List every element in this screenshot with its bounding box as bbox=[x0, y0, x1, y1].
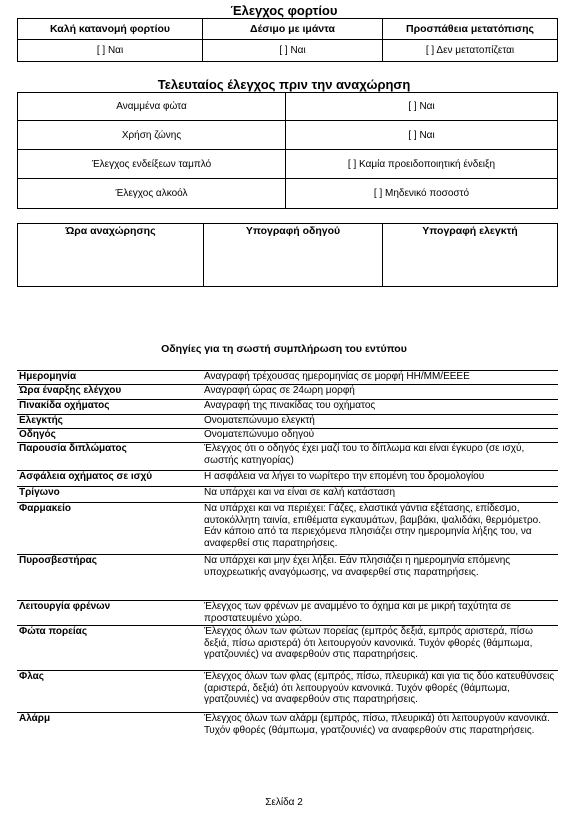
inspector-signature-field[interactable]: Υπογραφή ελεγκτή bbox=[383, 224, 558, 287]
instructions-table bbox=[17, 370, 558, 753]
final-check-table bbox=[17, 92, 558, 209]
instruction-field-name: Ώρα έναρξης ελέγχου bbox=[19, 385, 122, 396]
instruction-text: Έλεγχος ότι ο οδηγός έχει μαζί του το δίπλωμα και είναι έγκυρο (σε ισχύ, σωστής κατηγορίας) bbox=[204, 443, 525, 466]
instruction-text: Έλεγχος όλων των φλας (εμπρός, πίσω, πλευρικά) και για τις δύο κατευθύνσεις (αριστερά, δεξιά) ότι λειτουργούν κανονικά. Τυχόν φθορές (θάμπωμα, γρατζουνιές) να αναφερθούν στις παρατηρήσεις. bbox=[204, 671, 555, 705]
instruction-row bbox=[17, 487, 558, 503]
final-check-checkbox[interactable]: [ ] Ναι bbox=[286, 93, 558, 121]
final-check-checkbox[interactable]: [ ] Ναι bbox=[286, 121, 558, 150]
instruction-row bbox=[17, 671, 558, 713]
instruction-row bbox=[17, 626, 558, 671]
instruction-row bbox=[17, 400, 558, 415]
final-check-label: Έλεγχος ενδείξεων ταμπλό bbox=[18, 150, 286, 179]
instruction-field-name: Φλας bbox=[19, 671, 44, 682]
instruction-field-name: Ημερομηνία bbox=[19, 371, 77, 382]
instruction-text: Να υπάρχει και να περιέχει: Γάζες, ελαστικά γάντια εξέτασης, επίδεσμο, αυτοκόλλητη ταινία, επιθέματα εγκαυμάτων, βαμβάκι, ψαλιδάκι, θερμόμετρο. Εάν κάποιο από τα περιεχόμενα πλησιάζει στην ημερομηνία λήξης του, να αναφερθεί στις παρατηρήσεις. bbox=[204, 503, 541, 549]
cargo-shift-header: Προσπάθεια μετατόπισης bbox=[383, 19, 558, 40]
instruction-row bbox=[17, 443, 558, 471]
instructions-title: Οδηγίες για τη σωστή συμπλήρωση του εντύπου bbox=[161, 343, 407, 355]
instruction-text: Αναγραφή ώρας σε 24ωρη μορφή bbox=[204, 385, 355, 396]
final-check-title: Τελευταίος έλεγχος πριν την αναχώρηση bbox=[157, 77, 411, 92]
cargo-strapping-checkbox[interactable]: [ ] Ναι bbox=[203, 40, 383, 62]
instruction-field-name: Ελεγκτής bbox=[19, 415, 63, 426]
instruction-field-name: Οδηγός bbox=[19, 429, 56, 440]
instruction-field-name: Φαρμακείο bbox=[19, 503, 72, 514]
final-check-label: Αναμμένα φώτα bbox=[18, 93, 286, 121]
instruction-text: Ονοματεπώνυμο ελεγκτή bbox=[204, 415, 315, 426]
instruction-text: Αναγραφή της πινακίδας του οχήματος bbox=[204, 400, 376, 411]
instruction-text: Έλεγχος όλων των φώτων πορείας (εμπρός δεξιά, εμπρός αριστερά, πίσω δεξιά, πίσω αριστερά) ότι λειτουργούν κανονικά. Τυχόν φθορές (θάμπωμα, γρατζουνιές) να αναφερθούν στις παρατηρήσεις. bbox=[204, 626, 533, 660]
instruction-text: Να υπάρχει και να είναι σε καλή κατάσταση bbox=[204, 487, 396, 498]
instruction-field-name: Πινακίδα οχήματος bbox=[19, 400, 110, 411]
instruction-field-name: Αλάρμ bbox=[19, 713, 51, 724]
instruction-row bbox=[17, 713, 558, 753]
instruction-field-name: Πυροσβεστήρας bbox=[19, 555, 97, 566]
instruction-row bbox=[17, 601, 558, 626]
instruction-row bbox=[17, 503, 558, 555]
cargo-strapping-header: Δέσιμο με ιμάντα bbox=[203, 19, 383, 40]
cargo-distribution-checkbox[interactable]: [ ] Ναι bbox=[18, 40, 203, 62]
instruction-field-name: Τρίγωνο bbox=[19, 487, 60, 498]
final-check-checkbox[interactable]: [ ] Καμία προειδοποιητική ένδειξη bbox=[286, 150, 558, 179]
instruction-field-name: Φώτα πορείας bbox=[19, 626, 88, 637]
final-check-label: Έλεγχος αλκοόλ bbox=[18, 179, 286, 209]
page-number: Σελίδα 2 bbox=[265, 797, 303, 808]
instruction-row bbox=[17, 371, 558, 385]
cargo-check-title: Έλεγχος φορτίου bbox=[230, 3, 338, 18]
final-check-label: Χρήση ζώνης bbox=[18, 121, 286, 150]
instruction-row bbox=[17, 555, 558, 601]
cargo-shift-checkbox[interactable]: [ ] Δεν μετατοπίζεται bbox=[383, 40, 558, 62]
instruction-text: Αναγραφή τρέχουσας ημερομηνίας σε μορφή ΗΗ/ΜΜ/ΕΕΕΕ bbox=[204, 371, 470, 382]
departure-time-field[interactable]: Ώρα αναχώρησης bbox=[18, 224, 204, 287]
cargo-distribution-header: Καλή κατανομή φορτίου bbox=[18, 19, 203, 40]
signature-table bbox=[17, 223, 558, 287]
instruction-text: Έλεγχος όλων των αλάρμ (εμπρός, πίσω, πλευρικά) ότι λειτουργούν κανονικά. Τυχόν φθορές (θάμπωμα, γρατζουνιές) να αναφερθούν στις παρατηρήσεις. bbox=[204, 713, 550, 736]
instruction-text: Η ασφάλεια να λήγει το νωρίτερο την επομένη του δρομολογίου bbox=[204, 471, 485, 482]
instruction-field-name: Παρουσία διπλώματος bbox=[19, 443, 127, 454]
cargo-check-table bbox=[17, 18, 558, 62]
instruction-text: Ονοματεπώνυμο οδηγού bbox=[204, 429, 315, 440]
driver-signature-field[interactable]: Υπογραφή οδηγού bbox=[204, 224, 383, 287]
instruction-text: Έλεγχος των φρένων με αναμμένο το όχημα και με μικρή ταχύτητα σε προστατευμένο χώρο. bbox=[204, 601, 511, 624]
instruction-row bbox=[17, 415, 558, 429]
instruction-field-name: Λειτουργία φρένων bbox=[19, 601, 111, 612]
instruction-row bbox=[17, 429, 558, 443]
final-check-checkbox[interactable]: [ ] Μηδενικό ποσοστό bbox=[286, 179, 558, 209]
instruction-row bbox=[17, 471, 558, 487]
instruction-text: Να υπάρχει και μην έχει λήξει. Εάν πλησιάζει η ημερομηνία επόμενης υποχρεωτικής αναγόμωσης, να αναφερθεί στις παρατηρήσεις. bbox=[204, 555, 511, 578]
instruction-row bbox=[17, 385, 558, 400]
instruction-field-name: Ασφάλεια οχήματος σε ισχύ bbox=[19, 471, 153, 482]
